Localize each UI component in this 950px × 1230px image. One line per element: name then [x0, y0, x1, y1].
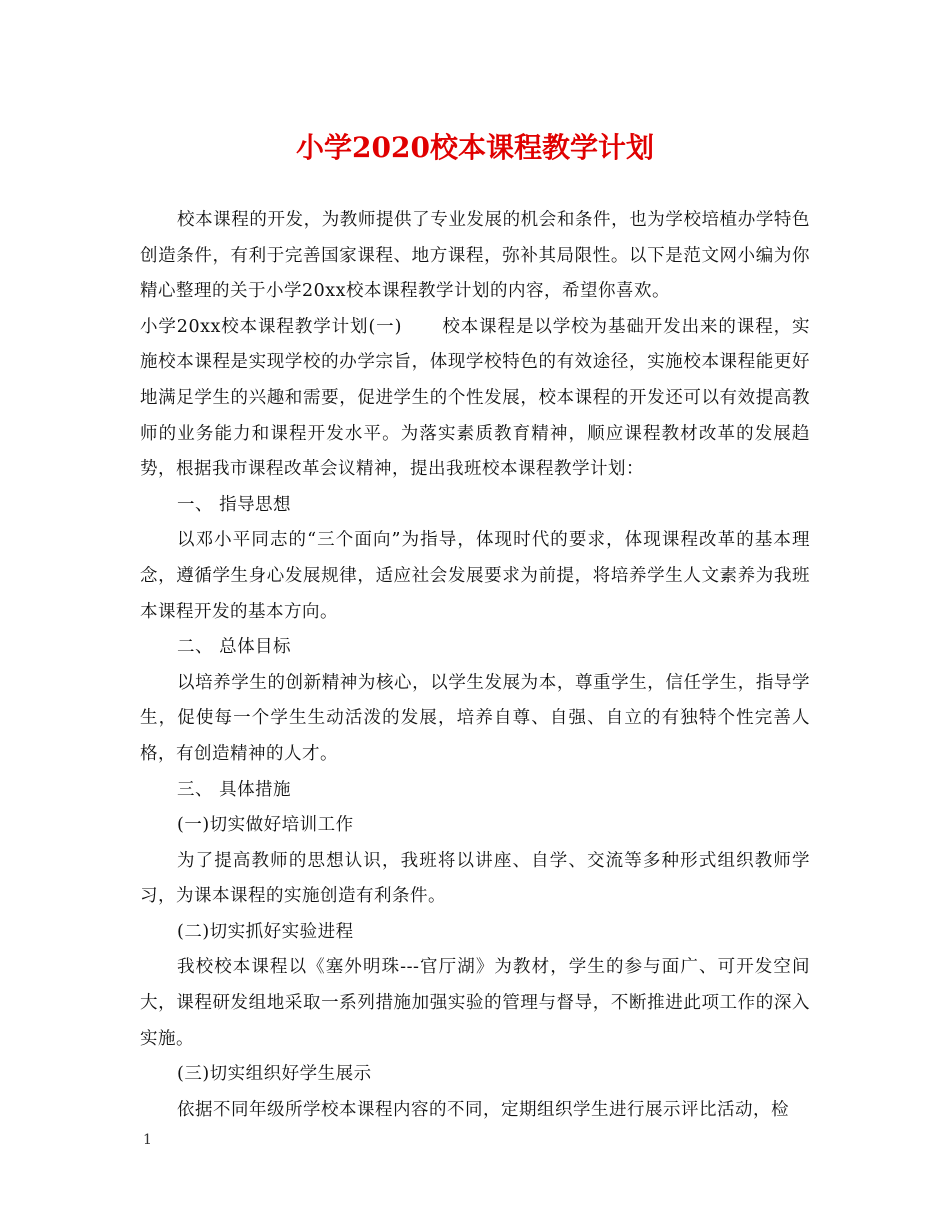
- paragraph-training: 为了提高教师的思想认识，我班将以讲座、自学、交流等多种形式组织教师学习，为课本课程的实施创造有利条件。: [140, 850, 810, 907]
- paragraph-guiding-thought: 以邓小平同志的“三个面向”为指导，体现时代的要求，体现课程改革的基本理念，遵循学生身心发展规律，适应社会发展要求为前提，将培养学生人文素养为我班本课程开发的基本方向。: [140, 530, 810, 622]
- intro-paragraph: 校本课程的开发，为教师提供了专业发展的机会和条件，也为学校培植办学特色创造条件，有利于完善国家课程、地方课程，弥补其局限性。以下是范文网小编为你精心整理的关于小学20xx校本课程教学计划的内容，希望你喜欢。: [140, 210, 810, 302]
- subheading-experiment: (二)切实抓好实验进程: [177, 921, 354, 942]
- paragraph-overall-goal: 以培养学生的创新精神为核心，以学生发展为本，尊重学生，信任学生，指导学生，促使每一个学生生动活泼的发展，培养自尊、自强、自立的有独特个性完善人格，有创造精神的人才。: [140, 672, 810, 764]
- heading-guiding-thought: 一、 指导思想: [177, 494, 292, 515]
- subheading-training: (一)切实做好培训工作: [177, 815, 354, 836]
- document-body: [140, 203, 810, 1128]
- heading-overall-goal: 二、 总体目标: [177, 637, 292, 658]
- document-title: 小学2020校本课程教学计划: [296, 131, 654, 164]
- section-label: 小学20xx校本课程教学计划(一): [140, 316, 402, 337]
- section-paragraph: [140, 310, 810, 488]
- paragraph-experiment: 我校校本课程以《塞外明珠---官厅湖》为教材，学生的参与面广、可开发空间大，课程研发组地采取一系列措施加强实验的管理与督导，不断推进此项工作的深入实施。: [140, 957, 810, 1049]
- paragraph-showcase: 依据不同年级所学校本课程内容的不同，定期组织学生进行展示评比活动，检: [177, 1099, 789, 1120]
- section-text: 校本课程是以学校为基础开发出来的课程，实施校本课程是实现学校的办学宗旨，体现学校特色的有效途径，实施校本课程能更好地满足学生的兴趣和需要，促进学生的个性发展，校本课程的开发还可以有效提高教师的业务能力和课程开发水平。为落实素质教育精神，顺应课程教材改革的发展趋势，根据我市课程改革会议精神，提出我班校本课程教学计划：: [140, 316, 810, 480]
- page-number: 1: [143, 1132, 152, 1148]
- heading-measures: 三、 具体措施: [177, 779, 292, 800]
- subheading-showcase: (三)切实组织好学生展示: [177, 1064, 372, 1085]
